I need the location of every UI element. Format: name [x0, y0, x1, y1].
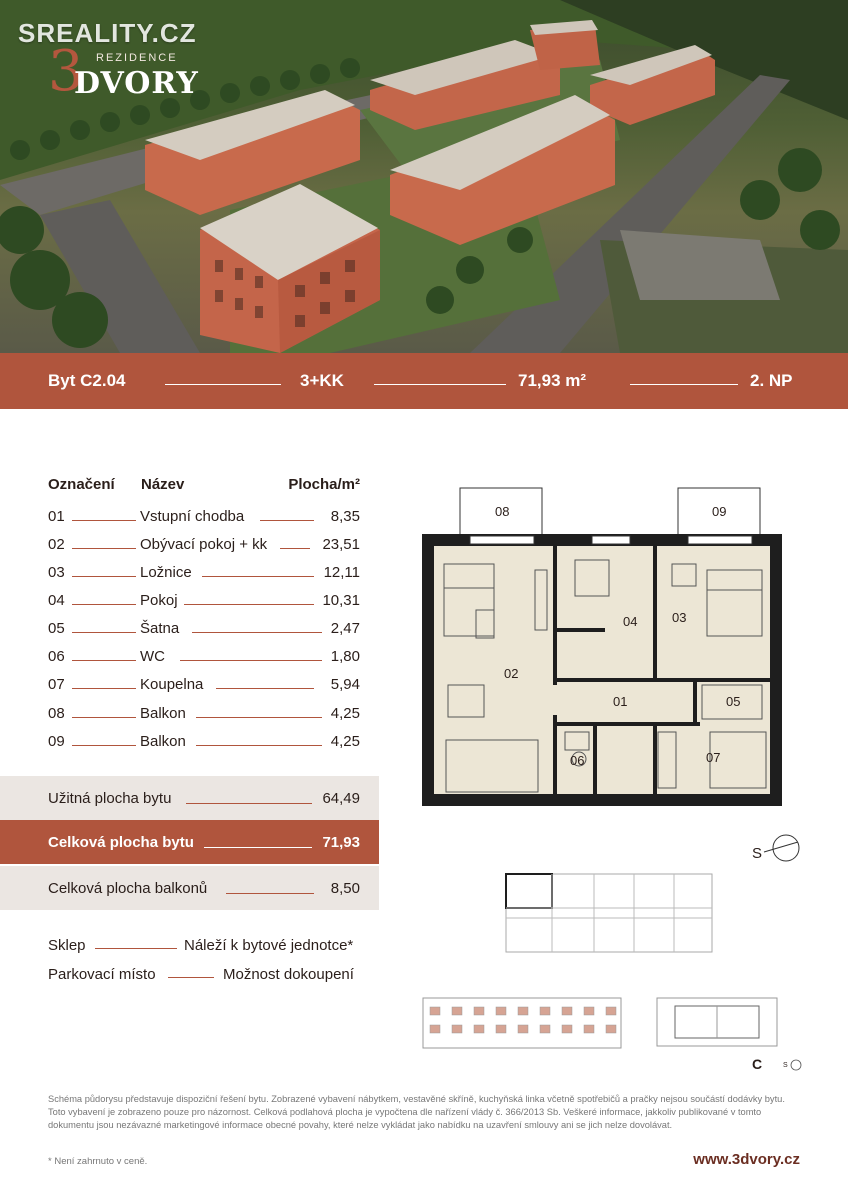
table-row	[48, 536, 360, 556]
row-divider	[260, 520, 314, 521]
compass	[752, 834, 800, 862]
row-name: Pokoj	[140, 592, 178, 609]
row-divider	[72, 745, 136, 746]
row-divider	[216, 688, 314, 689]
row-area: 23,51	[322, 536, 360, 553]
room-label-05: 05	[726, 694, 741, 709]
info-divider	[630, 384, 738, 385]
unit-code: Byt C2.04	[48, 371, 126, 390]
parking-value: Možnost dokoupení	[223, 966, 354, 983]
cellar-label: Sklep	[48, 937, 86, 954]
row-divider	[72, 576, 136, 577]
room-label-04: 04	[623, 614, 638, 629]
info-divider	[374, 384, 506, 385]
room-label-02: 02	[504, 666, 519, 681]
row-area: 4,25	[330, 705, 360, 722]
row-divider	[72, 717, 136, 718]
room-label-06: 06	[570, 753, 585, 768]
row-divider	[196, 717, 322, 718]
balcony-area-row	[0, 866, 379, 910]
row-divider	[72, 660, 136, 661]
row-code: 04	[48, 592, 65, 609]
row-code: 06	[48, 648, 65, 665]
unit-info-bar	[0, 353, 848, 409]
apartment-outline	[428, 540, 776, 800]
room-label-01: 01	[613, 694, 628, 709]
unit-floor: 2. NP	[750, 371, 793, 390]
row-code: 02	[48, 536, 65, 553]
website-link[interactable]: www.3dvory.cz	[693, 1151, 800, 1168]
header-area: Plocha/m²	[288, 476, 360, 493]
building-letter: C	[752, 1056, 763, 1072]
row-area: 8,35	[330, 508, 360, 525]
row-name: WC	[140, 648, 165, 665]
row-area: 1,80	[330, 648, 360, 665]
row-divider	[204, 847, 312, 848]
total-area-value: 71,93	[322, 834, 360, 851]
row-divider	[72, 604, 136, 605]
row-area: 2,47	[330, 620, 360, 637]
unit-layout: 3+KK	[300, 371, 344, 390]
table-row	[48, 592, 360, 612]
usable-area-row	[0, 776, 379, 820]
row-divider	[196, 745, 322, 746]
info-divider	[165, 384, 281, 385]
table-row	[48, 705, 360, 725]
logo-name: DVORY	[74, 66, 199, 101]
row-divider	[180, 660, 322, 661]
compass-letter: S	[752, 845, 763, 862]
row-divider	[202, 576, 314, 577]
row-area: 4,25	[330, 733, 360, 750]
sreality-watermark: SREALITY.CZ	[18, 18, 197, 48]
row-name: Šatna	[140, 620, 180, 637]
row-area: 10,31	[322, 592, 360, 609]
disclaimer-text: Schéma půdorysu představuje dispoziční řešení bytu. Zobrazené vybavení nábytkem, vestavěné skříně, kuchyňská linka včetně spotřebičů a pračky nejsou součástí dodávky bytu. Toto vybavení je zobrazeno pouze pro názornost. Celková podlahová plocha je vypočtena dle nařízení vlády č. 366/2013 Sb. Veškeré informace, jakkoliv publikované v tomto dokumentu jsou nezávazné marketingové informace obecné povahy, které nelze vykládat jako nabídku na uzavření smlouvy ani se jich nelze dovolávat.	[48, 1094, 785, 1130]
extras-divider	[95, 948, 177, 949]
room-label-03: 03	[672, 610, 687, 625]
logo-number: 3	[48, 39, 84, 104]
header-code: Označení	[48, 476, 115, 493]
row-divider	[226, 893, 314, 894]
table-row	[48, 733, 360, 753]
row-code: 05	[48, 620, 65, 637]
floor-key-plan	[504, 872, 714, 954]
row-divider	[72, 548, 136, 549]
floor-plan	[410, 480, 810, 820]
row-code: 01	[48, 508, 65, 525]
brand-logo	[48, 39, 218, 104]
row-code: 08	[48, 705, 65, 722]
header-name: Název	[141, 476, 185, 493]
row-name: Obývací pokoj + kk	[140, 536, 268, 553]
small-compass-letter: S	[783, 1062, 788, 1069]
row-area: 12,11	[323, 564, 360, 581]
row-divider	[184, 604, 314, 605]
unit-area: 71,93 m²	[518, 371, 587, 390]
balcony-area-label: Celková plocha balkonů	[48, 880, 208, 897]
table-row	[48, 648, 360, 668]
room-label-08: 08	[495, 504, 510, 519]
row-name: Balkon	[140, 705, 186, 722]
table-row	[48, 564, 360, 584]
row-area: 5,94	[330, 676, 360, 693]
site-key-plan	[655, 996, 780, 1048]
extras-divider	[168, 977, 214, 978]
total-area-row	[0, 820, 379, 864]
row-name: Ložnice	[140, 564, 192, 581]
logo-rezidence: REZIDENCE	[96, 52, 178, 64]
row-code: 03	[48, 564, 65, 581]
row-divider	[72, 632, 136, 633]
row-name: Balkon	[140, 733, 186, 750]
small-compass-icon	[789, 1059, 803, 1071]
room-label-09: 09	[712, 504, 727, 519]
row-divider	[186, 803, 312, 804]
elevation-key-plan	[422, 995, 622, 1050]
footnote: * Není zahrnuto v ceně.	[48, 1156, 148, 1167]
parking-label: Parkovací místo	[48, 966, 156, 983]
row-divider	[72, 520, 136, 521]
table-row	[48, 508, 360, 528]
row-name: Vstupní chodba	[140, 508, 245, 525]
row-code: 09	[48, 733, 65, 750]
row-divider	[192, 632, 322, 633]
usable-area-label: Užitná plocha bytu	[48, 790, 172, 807]
row-divider	[72, 688, 136, 689]
balcony-area-value: 8,50	[330, 880, 360, 897]
row-name: Koupelna	[140, 676, 204, 693]
table-row	[48, 620, 360, 640]
row-divider	[280, 548, 310, 549]
usable-area-value: 64,49	[322, 790, 360, 807]
hero-render	[0, 0, 848, 353]
total-area-label: Celková plocha bytu	[48, 834, 194, 851]
cellar-value: Náleží k bytové jednotce*	[184, 937, 354, 954]
row-code: 07	[48, 676, 65, 693]
room-label-07: 07	[706, 750, 721, 765]
compass-icon	[752, 834, 800, 862]
table-row	[48, 676, 360, 696]
